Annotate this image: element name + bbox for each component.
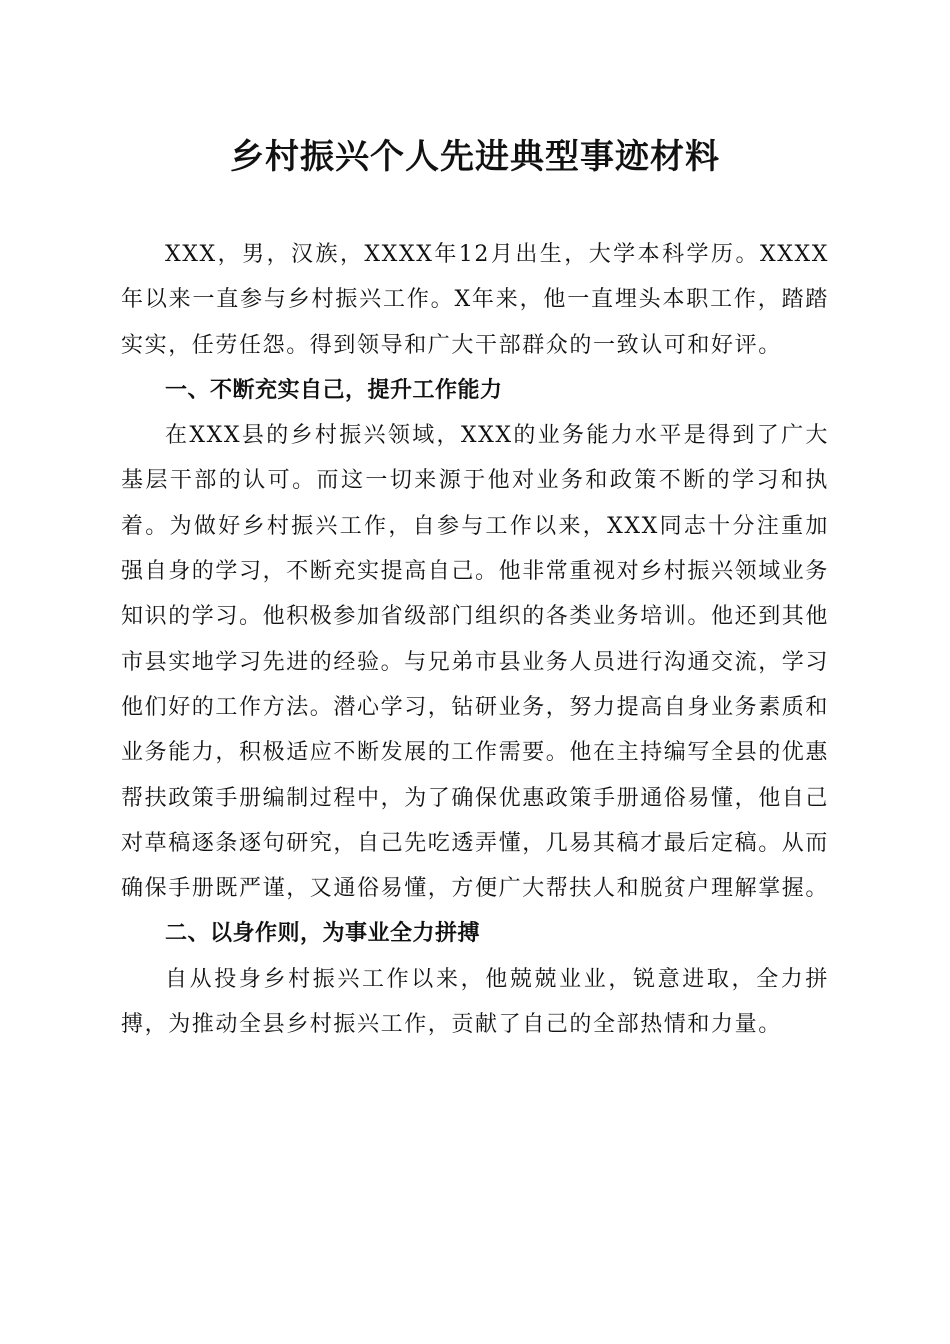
- document-body: [121, 232, 829, 1047]
- section-2-heading: 二、以身作则，为事业全力拼搏: [165, 921, 481, 947]
- section-2-paragraph: 自从投身乡村振兴工作以来，他兢兢业业，锐意进取，全力拼搏，为推动全县乡村振兴工作，贡献了自己的全部热情和力量。: [121, 966, 829, 1038]
- section-1-heading: 一、不断充实自己，提升工作能力: [165, 377, 503, 403]
- section-1-paragraph: 在XXX县的乡村振兴领域，XXX的业务能力水平是得到了广大基层干部的认可。而这一切来源于他对业务和政策不断的学习和执着。为做好乡村振兴工作，自参与工作以来，XXX同志十分注重加强自身的学习，不断充实提高自己。他非常重视对乡村振兴领域业务知识的学习。他积极参加省级部门组织的各类业务培训。他还到其他市县实地学习先进的经验。与兄弟市县业务人员进行沟通交流，学习他们好的工作方法。潜心学习，钻研业务，努力提高自身业务素质和业务能力，积极适应不断发展的工作需要。他在主持编写全县的优惠帮扶政策手册编制过程中，为了确保优惠政策手册通俗易懂，他自己对草稿逐条逐句研究，自己先吃透弄懂，几易其稿才最后定稿。从而确保手册既严谨，又通俗易懂，方便广大帮扶人和脱贫户理解掌握。: [121, 423, 830, 902]
- intro-paragraph: XXX，男，汉族，XXXX年12月出生，大学本科学历。XXXX年以来一直参与乡村振兴工作。X年来，他一直埋头本职工作，踏踏实实，任劳任怨。得到领导和广大干部群众的一致认可和好评。: [121, 242, 829, 358]
- document-title: 乡村振兴个人先进典型事迹材料: [230, 137, 720, 177]
